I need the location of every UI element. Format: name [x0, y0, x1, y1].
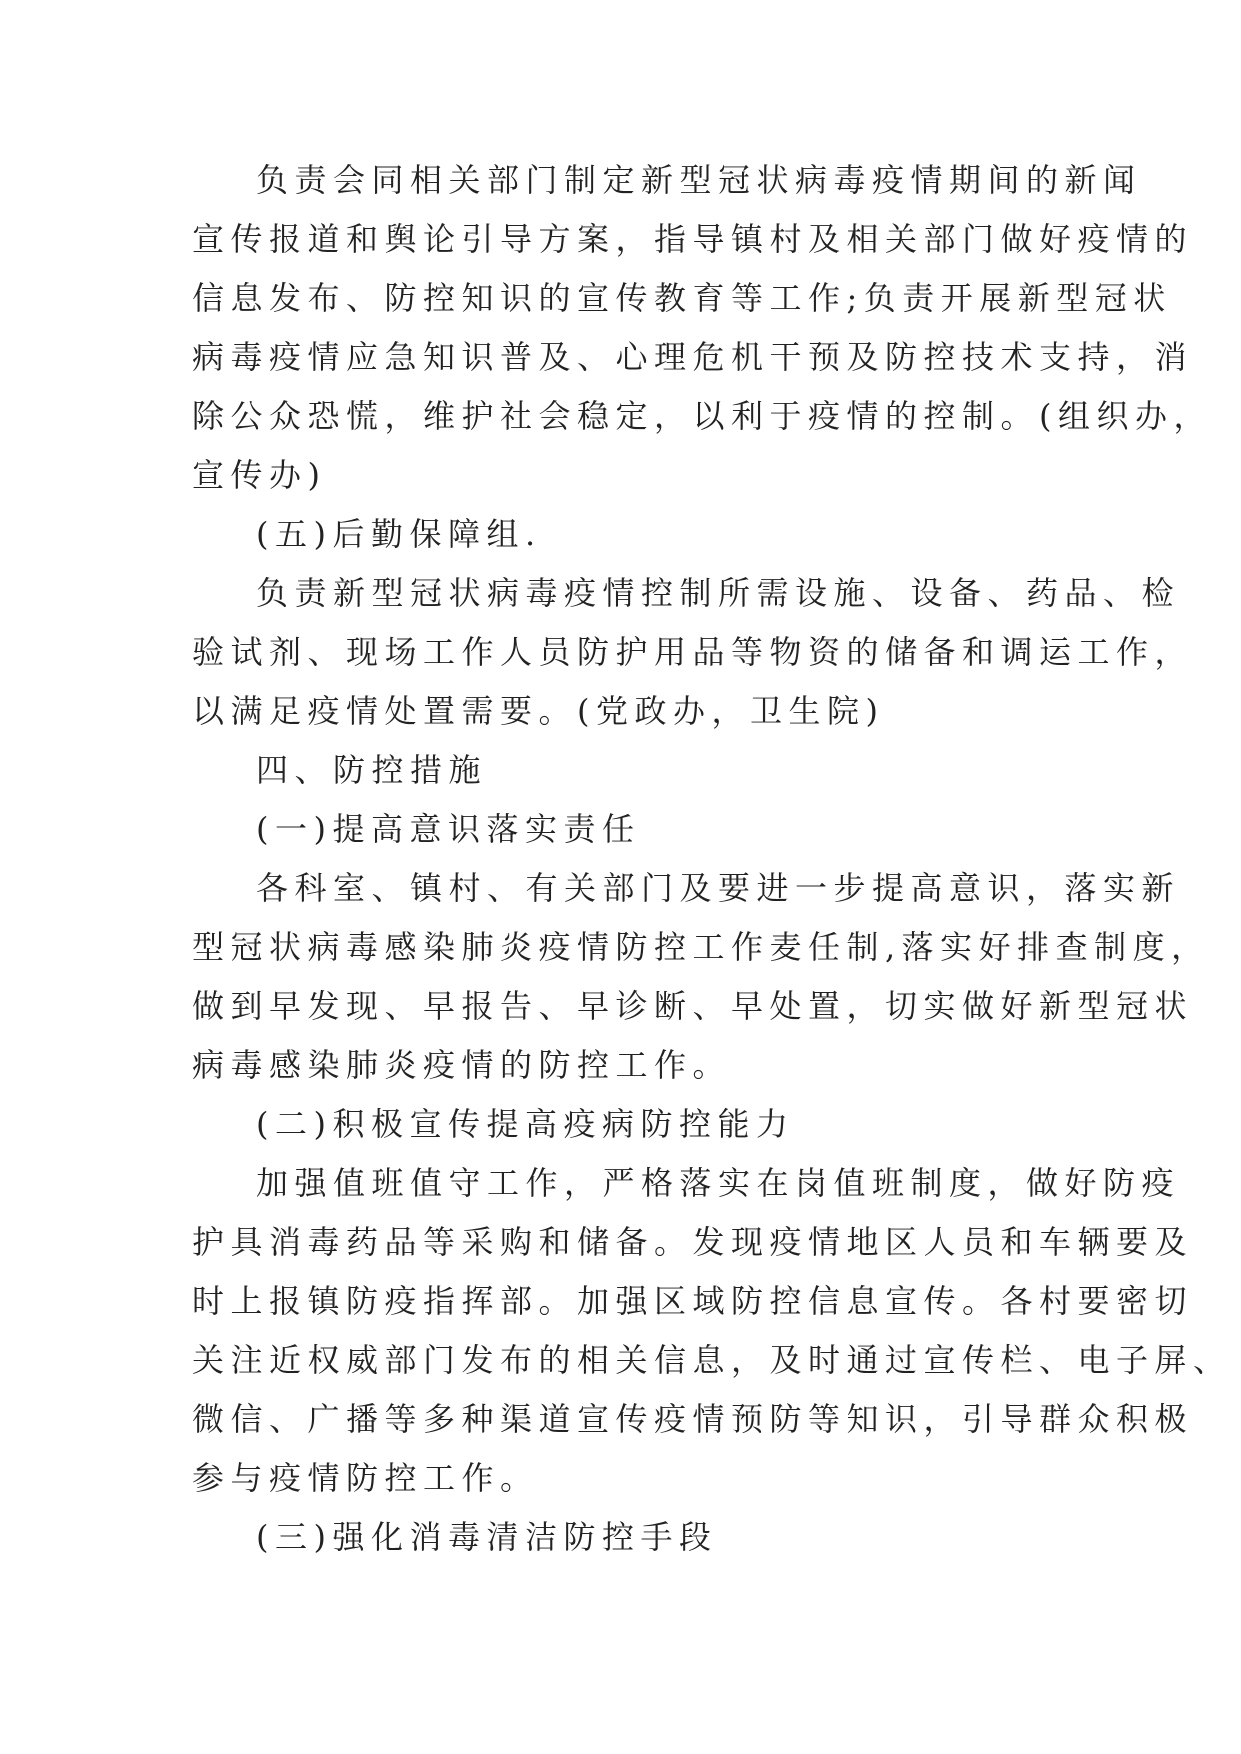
section-heading: (三)强化消毒清洁防控手段: [256, 1518, 718, 1556]
paragraph-line: 时上报镇防疫指挥部。加强区域防控信息宣传。各村要密切: [192, 1282, 1194, 1320]
paragraph-line: 做到早发现、早报告、早诊断、早处置，切实做好新型冠状: [192, 987, 1194, 1025]
paragraph-line: 参与疫情防控工作。: [192, 1459, 539, 1497]
section-heading: (五)后勤保障组.: [256, 515, 542, 553]
paragraph-line: 负责新型冠状病毒疫情控制所需设施、设备、药品、检: [256, 574, 1181, 612]
paragraph-line: 护具消毒药品等采购和储备。发现疫情地区人员和车辆要及: [192, 1223, 1194, 1261]
paragraph-line: 负责会同相关部门制定新型冠状病毒疫情期间的新闻: [256, 161, 1142, 199]
paragraph-line: 型冠状病毒感染肺炎疫情防控工作麦任制,落实好排查制度，: [192, 928, 1210, 966]
paragraph-line: 宣传办): [192, 456, 327, 494]
paragraph-line: 加强值班值守工作，严格落实在岗值班制度，做好防疫: [256, 1164, 1181, 1202]
section-heading: (二)积极宣传提高疫病防控能力: [256, 1105, 795, 1143]
paragraph-line: 验试剂、现场工作人员防护用品等物资的储备和调运工作，: [192, 633, 1194, 671]
paragraph-line: 各科室、镇村、有关部门及要进一步提高意识，落实新: [256, 869, 1181, 907]
paragraph-line: 病毒感染肺炎疫情的防控工作。: [192, 1046, 732, 1084]
paragraph-line: 宣传报道和舆论引导方案，指导镇村及相关部门做好疫情的: [192, 220, 1194, 258]
paragraph-line: 信息发布、防控知识的宣传教育等工作;负责开展新型冠状: [192, 279, 1172, 317]
paragraph-line: 微信、广播等多种渠道宣传疫情预防等知识，引导群众积极: [192, 1400, 1194, 1438]
paragraph-line: 关注近权威部门发布的相关信息，及时通过宣传栏、电子屏、: [192, 1341, 1232, 1379]
paragraph-line: 除公众恐慌，维护社会稳定，以利于疫情的控制。(组织办，: [192, 397, 1212, 435]
paragraph-line: 病毒疫情应急知识普及、心理危机干预及防控技术支持，消: [192, 338, 1194, 376]
section-heading: 四、防控措施: [256, 751, 488, 789]
paragraph-line: 以满足疫情处置需要。(党政办，卫生院): [192, 692, 885, 730]
section-heading: (一)提高意识落实责任: [256, 810, 641, 848]
